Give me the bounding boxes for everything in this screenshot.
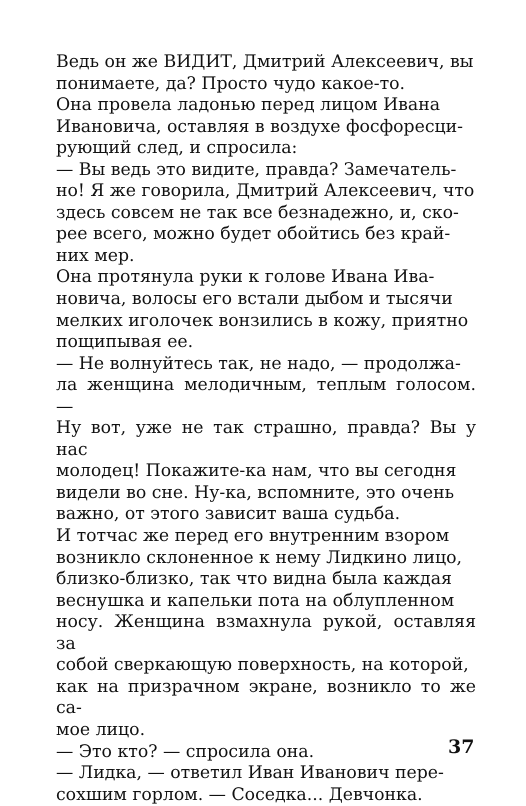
paragraph-8: — Лидка, — ответил Иван Иванович пере- сохшим горлом. — Соседка... Девчонка. <box>56 763 444 805</box>
body-text <box>56 52 476 806</box>
paragraph-4: Она протянула руки к голове Ивана Ива- новича, волосы его встали дыбом и тысячи мелких иголочек вонзились в кожу, приятно пощипывая ее. <box>56 267 469 353</box>
paragraph-1: Ведь он же ВИДИТ, Дмитрий Алексеевич, вы понимаете, да? Просто чудо какое-то. <box>56 52 474 94</box>
paragraph-5: — Не волнуйтесь так, не надо, — продолжа- ла женщина мелодичным, теплым голосом. — Ну вот, уже не так страшно, правда? Вы у нас молодец! Покажите-ка нам, что вы сегодня видели во сне. Ну-ка, вспомните, это очень важно, от этого зависит ваша судьба. <box>56 353 476 525</box>
page-number: 37 <box>448 736 475 758</box>
paragraph-7: — Это кто? — спросила она. <box>56 741 315 762</box>
paragraph-6: И тотчас же перед его внутренним взором возникло склоненное к нему Лидкино лицо, близко-близко, так что видна была каждая веснушка и капельки пота на облупленном носу. Женщина взмахнула рукой, оставляя за собой сверкающую поверхность, на которой, как на призрачном экране, возникло то же са- мое лицо. <box>56 526 476 740</box>
paragraph-2: Она провела ладонью перед лицом Ивана Ивановича, оставляя в воздухе фосфоресци- рующий след, и спросила: <box>56 95 463 159</box>
paragraph-3: — Вы ведь это видите, правда? Замечатель- но! Я же говорила, Дмитрий Алексеевич, что здесь совсем не так все безнадежно, и, ско- рее всего, можно будет обойтись без край- них мер. <box>56 159 475 266</box>
